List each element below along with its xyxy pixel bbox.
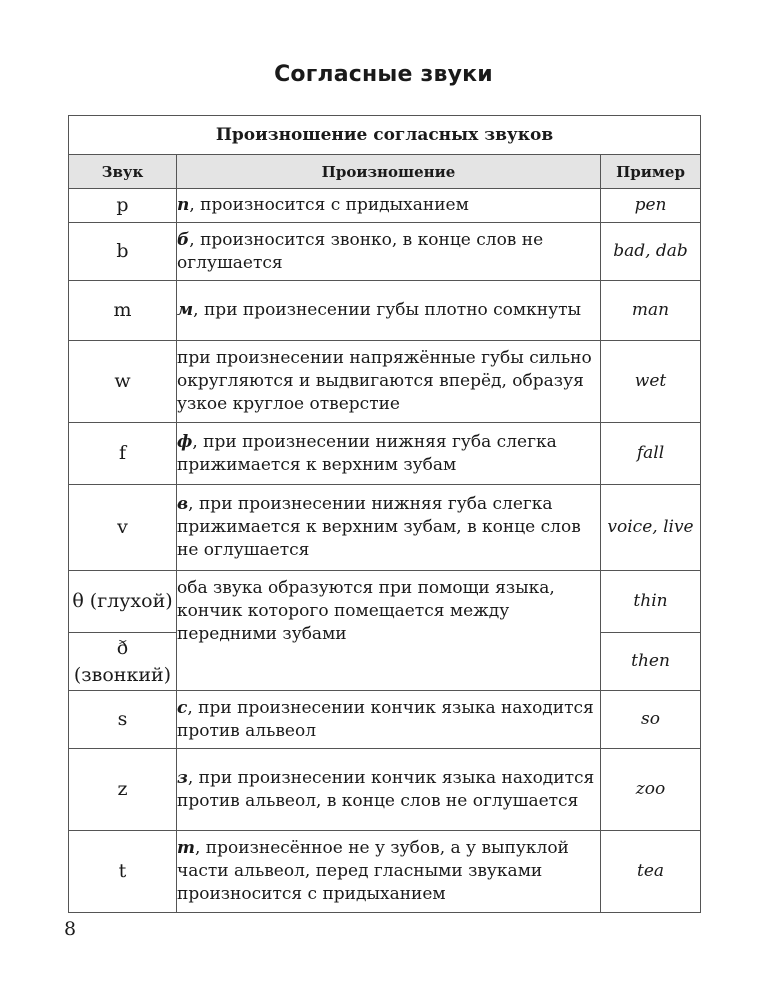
example-cell: man xyxy=(601,281,701,341)
sound-cell: w xyxy=(69,341,177,423)
table-header-row xyxy=(69,155,701,189)
table-row xyxy=(69,571,701,633)
pronunciation-cell xyxy=(177,341,601,423)
sound-cell: θ (глухой) xyxy=(69,571,177,633)
letter-key: с xyxy=(177,697,188,718)
example-cell: so xyxy=(601,691,701,749)
pronunciation-text: , произносится с придыханием xyxy=(189,195,469,215)
pronunciation-text: , при произнесении нижняя губа слегка прижимается к верхним зубам, в конце слов не оглушается xyxy=(177,494,581,560)
table-row xyxy=(69,281,701,341)
sound-cell: f xyxy=(69,423,177,485)
pronunciation-text: , произнесённое не у зубов, а у выпуклой части альвеол, перед гласными звуками произносится с придыханием xyxy=(177,838,569,904)
sound-cell: v xyxy=(69,485,177,571)
example-cell: tea xyxy=(601,831,701,913)
table-row xyxy=(69,341,701,423)
example-cell: bad, dab xyxy=(601,223,701,281)
letter-key: ф xyxy=(177,431,193,452)
table-row xyxy=(69,423,701,485)
pronunciation-cell xyxy=(177,423,601,485)
pronunciation-cell xyxy=(177,281,601,341)
example-cell: fall xyxy=(601,423,701,485)
letter-key: в xyxy=(177,494,189,514)
page-title: Согласные звуки xyxy=(274,62,493,87)
example-cell: thin xyxy=(601,571,701,633)
pronunciation-cell xyxy=(177,749,601,831)
example-cell: wet xyxy=(601,341,701,423)
pronunciation-cell xyxy=(177,691,601,749)
letter-key: т xyxy=(177,838,195,858)
sound-cell: p xyxy=(69,189,177,223)
sound-cell: t xyxy=(69,831,177,913)
header-sound: Звук xyxy=(69,155,177,189)
table-row xyxy=(69,223,701,281)
header-example: Пример xyxy=(601,155,701,189)
pronunciation-cell xyxy=(177,831,601,913)
page-number: 8 xyxy=(64,918,77,940)
pronunciation-text: , при произнесении губы плотно сомкнуты xyxy=(193,300,582,320)
example-cell: zoo xyxy=(601,749,701,831)
example-cell: then xyxy=(601,633,701,691)
example-cell: pen xyxy=(601,189,701,223)
table-row xyxy=(69,749,701,831)
letter-key: б xyxy=(177,229,190,250)
header-pronunciation: Произношение xyxy=(177,155,601,189)
sound-cell: ð (звонкий) xyxy=(69,633,177,691)
pronunciation-cell xyxy=(177,571,601,691)
example-cell: voice, live xyxy=(601,485,701,571)
sound-cell: b xyxy=(69,223,177,281)
pronunciation-text: , при произнесении кончик языка находится против альвеол xyxy=(177,697,594,741)
table-row xyxy=(69,189,701,223)
pronunciation-text: , произносится звонко, в конце слов не оглушается xyxy=(177,229,544,273)
table-caption-row xyxy=(69,116,701,155)
letter-key: п xyxy=(177,195,190,215)
table-row xyxy=(69,691,701,749)
pronunciation-text: при произнесении напряжённые губы сильно округляются и выдвигаются вперёд, образуя узкое круглое отверстие xyxy=(177,348,592,414)
table-row xyxy=(69,831,701,913)
letter-key: м xyxy=(177,300,194,320)
pronunciation-text: оба звука образуются при помощи языка, кончик которого помещается между передними зубами xyxy=(177,578,555,644)
table-caption: Произношение согласных звуков xyxy=(69,116,701,155)
consonants-table xyxy=(68,115,701,913)
table-row xyxy=(69,485,701,571)
pronunciation-text: , при произнесении нижняя губа слегка прижимается к верхним зубам xyxy=(177,431,557,475)
pronunciation-text: , при произнесении кончик языка находится против альвеол, в конце слов не оглушается xyxy=(177,767,595,811)
sound-cell: z xyxy=(69,749,177,831)
pronunciation-cell xyxy=(177,485,601,571)
sound-cell: m xyxy=(69,281,177,341)
letter-key: з xyxy=(177,767,188,788)
pronunciation-cell xyxy=(177,223,601,281)
pronunciation-cell xyxy=(177,189,601,223)
sound-cell: s xyxy=(69,691,177,749)
